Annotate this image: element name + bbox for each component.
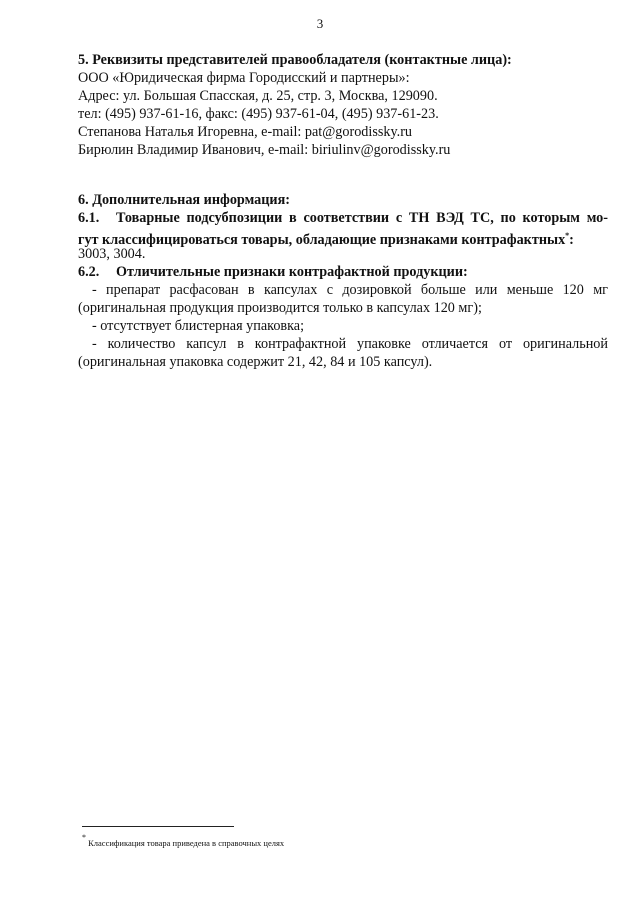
footnote-divider xyxy=(82,826,234,827)
company-phones: тел: (495) 937-61-16, факс: (495) 937-61-04, (495) 937-61-23. xyxy=(78,106,439,122)
section-6-1-text-line2: гут классифицироваться товары, обладающие признаками контрафактных*: xyxy=(78,231,574,248)
feature-item-count-cont: (оригинальная упаковка содержит 21, 42, 84 и 105 капсул). xyxy=(78,354,433,370)
page-number: 3 xyxy=(316,16,324,31)
feature-item-dosage-cont: (оригинальная продукция производится только в капсулах 120 мг); xyxy=(78,300,482,316)
footnote xyxy=(82,833,284,848)
contact-biriulin: Бирюлин Владимир Иванович, e-mail: biriulinv@gorodissky.ru xyxy=(78,142,451,158)
footnote-text: Классификация товара приведена в справочных целях xyxy=(88,838,285,848)
section-6-2-number: 6.2. xyxy=(78,264,100,280)
contact-stepanova: Степанова Наталья Игоревна, e-mail: pat@gorodissky.ru xyxy=(78,124,413,140)
section-5-heading: 5. Реквизиты представителей правообладателя (контактные лица): xyxy=(78,52,512,68)
company-name: ООО «Юридическая фирма Городисский и партнеры»: xyxy=(78,70,410,86)
footnote-mark: * xyxy=(82,833,86,842)
feature-item-count: - количество капсул в контрафактной упаковке отличается от оригинальной xyxy=(92,336,608,352)
section-6-1-codes: 3003, 3004. xyxy=(78,246,146,262)
section-6-2-heading: Отличительные признаки контрафактной продукции: xyxy=(116,264,468,280)
feature-item-dosage: - препарат расфасован в капсулах с дозировкой больше или меньше 120 мг xyxy=(92,282,608,298)
section-6-1-number: 6.1. xyxy=(78,210,100,226)
footnote-reference: * xyxy=(565,231,570,240)
feature-item-blister: - отсутствует блистерная упаковка; xyxy=(92,318,305,334)
section-6-heading: 6. Дополнительная информация: xyxy=(78,192,290,208)
company-address: Адрес: ул. Большая Спасская, д. 25, стр. 3, Москва, 129090. xyxy=(78,88,438,104)
section-6-1-text-line1: Товарные подсубпозиции в соответствии с ТН ВЭД ТС, по которым мо- xyxy=(116,210,608,226)
